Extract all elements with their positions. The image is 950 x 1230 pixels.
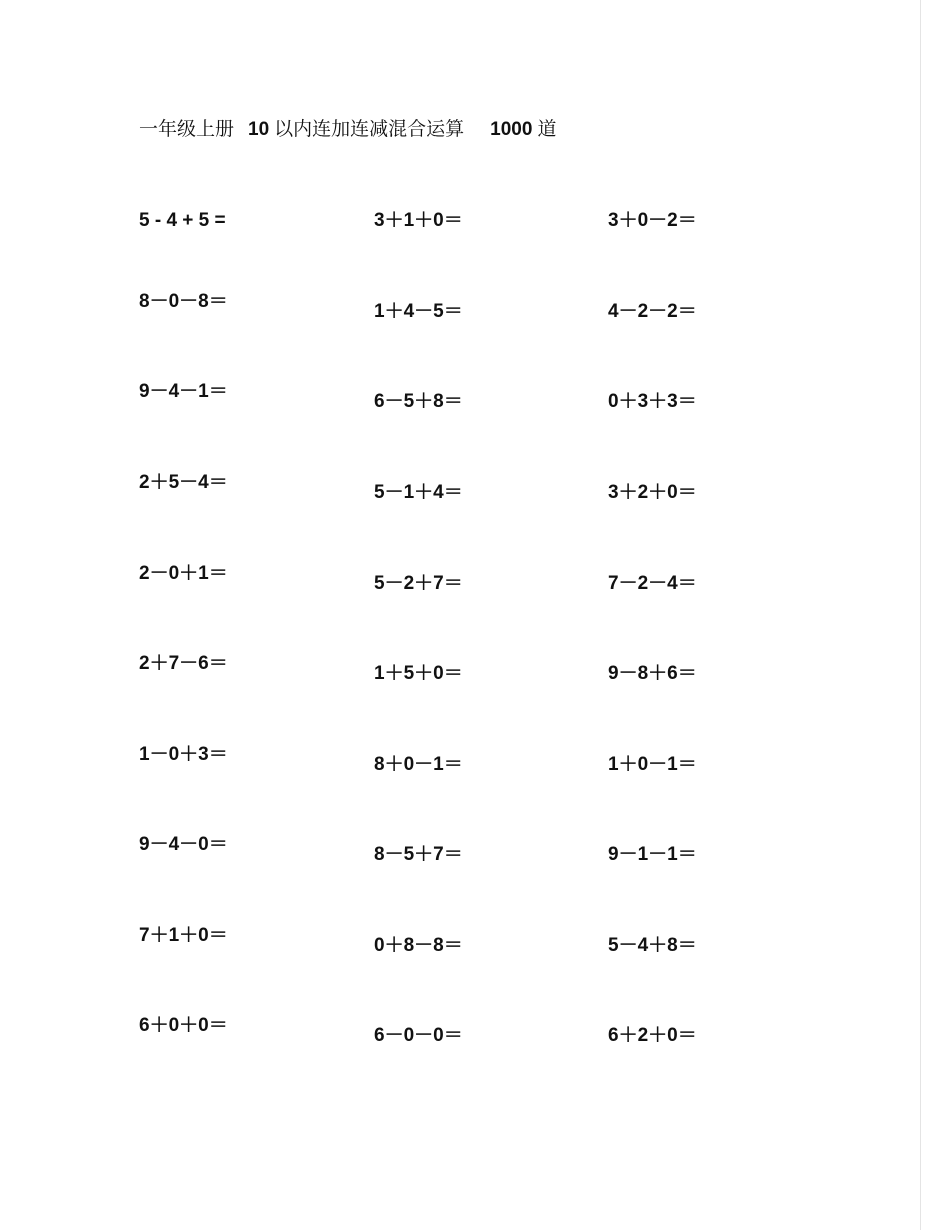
problem-c3-r5: 7－2－4＝ <box>608 573 697 594</box>
problem-c3-r4: 3＋2＋0＝ <box>608 482 697 503</box>
problem-c1-r2: 8－0－8＝ <box>139 291 228 312</box>
problem-c1-r10: 6＋0＋0＝ <box>139 1015 228 1036</box>
problem-c2-r1: 3＋1＋0＝ <box>374 210 463 231</box>
problem-c1-r1: 5 - 4 + 5 = <box>139 210 226 231</box>
problem-c1-r8: 9－4－0＝ <box>139 834 228 855</box>
problem-c3-r3: 0＋3＋3＝ <box>608 391 697 412</box>
title-middle: 以内连加连减混合运算 <box>274 118 465 140</box>
problem-c3-r7: 1＋0－1＝ <box>608 754 697 775</box>
problem-c1-r5: 2－0＋1＝ <box>139 563 228 584</box>
page-edge-divider <box>920 0 921 1230</box>
problem-c2-r2: 1＋4－5＝ <box>374 301 463 322</box>
problem-c3-r1: 3＋0－2＝ <box>608 210 697 231</box>
worksheet-title <box>139 116 556 143</box>
problem-c2-r4: 5－1＋4＝ <box>374 482 463 503</box>
problem-c1-r9: 7＋1＋0＝ <box>139 925 228 946</box>
problem-c2-r5: 5－2＋7＝ <box>374 573 463 594</box>
problem-c3-r6: 9－8＋6＝ <box>608 663 697 684</box>
problem-c2-r7: 8＋0－1＝ <box>374 754 463 775</box>
problem-c2-r8: 8－5＋7＝ <box>374 844 463 865</box>
problem-c1-r4: 2＋5－4＝ <box>139 472 228 493</box>
problem-c2-r6: 1＋5＋0＝ <box>374 663 463 684</box>
title-prefix: 一年级上册 <box>139 118 235 140</box>
problem-c1-r6: 2＋7－6＝ <box>139 653 228 674</box>
problem-c3-r9: 5－4＋8＝ <box>608 935 697 956</box>
problem-c2-r9: 0＋8－8＝ <box>374 935 463 956</box>
problem-c3-r2: 4－2－2＝ <box>608 301 697 322</box>
problem-c1-r7: 1－0＋3＝ <box>139 744 228 765</box>
problem-c1-r3: 9－4－1＝ <box>139 381 228 402</box>
title-suffix: 道 <box>537 118 557 140</box>
title-number: 10 <box>248 119 270 140</box>
problem-c2-r3: 6－5＋8＝ <box>374 391 463 412</box>
problem-c3-r8: 9－1－1＝ <box>608 844 697 865</box>
problem-c3-r10: 6＋2＋0＝ <box>608 1025 697 1046</box>
problem-c2-r10: 6－0－0＝ <box>374 1025 463 1046</box>
title-count: 1000 <box>490 119 533 140</box>
